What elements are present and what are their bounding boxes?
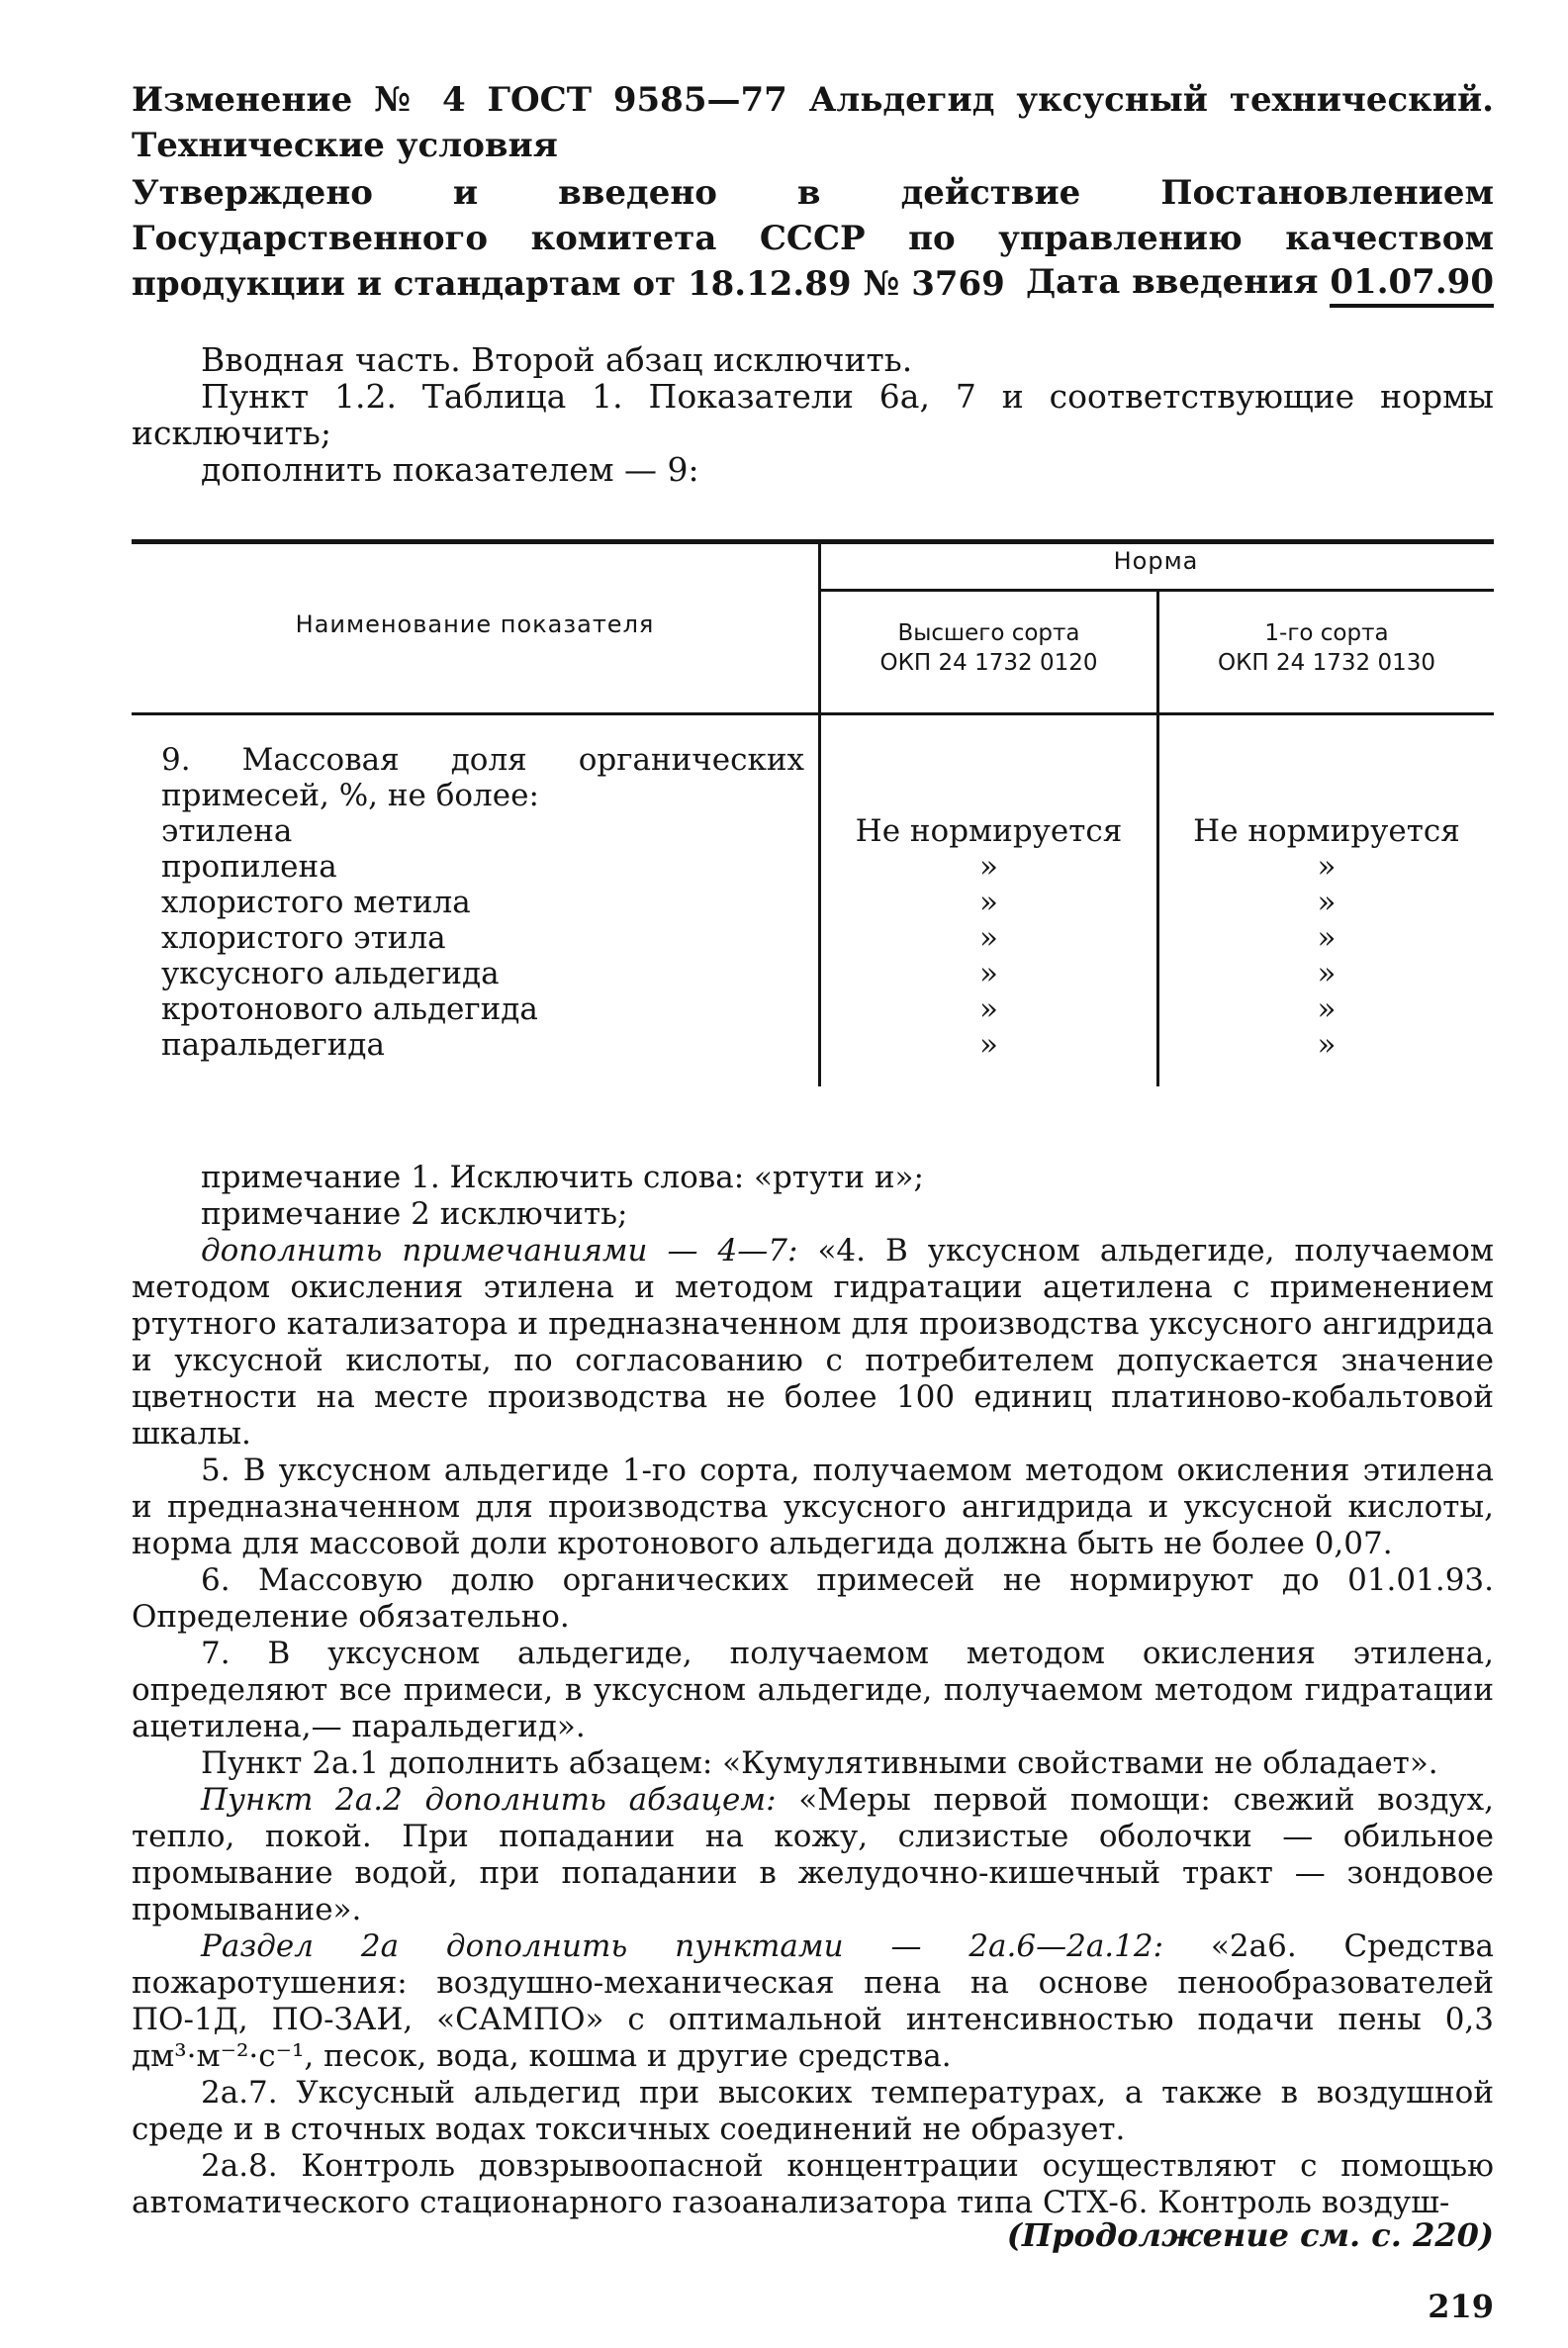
approval-statement: Утверждено и введено в действие Постановлением Государственного комитета СССР по управлению качеством продукции и стандартам от 18.12.89 № 3769 [132, 173, 1494, 304]
cell-first: » [1317, 991, 1337, 1027]
cell-high: » [979, 920, 998, 956]
cell-first: » [1317, 920, 1337, 956]
col-name-header: Наименование показателя [295, 610, 655, 638]
amendment-title: Изменение № 4 ГОСТ 9585—77 Альдегид уксусный технический. Технические условия [132, 80, 1494, 165]
cell-high: » [979, 849, 998, 885]
norms-table [132, 539, 1494, 1086]
intro-line-2: Пункт 1.2. Таблица 1. Показатели 6а, 7 и соответствующие нормы исключить; [132, 377, 1494, 452]
cell-high: » [979, 956, 998, 991]
cell-first: » [1317, 885, 1337, 920]
effective-date [1026, 259, 1494, 305]
intro-line-3: дополнить показателем — 9: [201, 450, 699, 489]
col-high-header: Высшего сорта ОКП 24 1732 0120 [879, 620, 1098, 676]
intro-line-1: Вводная часть. Второй абзац исключить. [201, 340, 913, 379]
note-paragraph: примечание 2 исключить; [201, 1196, 628, 1232]
cell-high: » [979, 991, 998, 1027]
date-value: 01.07.90 [1330, 262, 1494, 308]
note-paragraph: 2а.8. Контроль довзрывоопасной концентрации осуществляют с помощью автоматического стационарного газоанализатора типа СТХ-6. Контроль воздуш- [132, 2148, 1494, 2220]
cell-first: Не нормируется [1193, 813, 1460, 849]
norm-header: Норма [1113, 547, 1199, 575]
note-lead: Раздел 2а дополнить пунктами — 2а.6—2а.12: [201, 1928, 1164, 1964]
notes-section [132, 1160, 1494, 2221]
note-paragraph: 7. В уксусном альдегиде, получаемом методом окисления этилена, определяют все примеси, в уксусном альдегиде, получаемом методом гидратации ацетилена,— паральдегид». [132, 1636, 1494, 1744]
page-number: 219 [1428, 2288, 1494, 2325]
note-paragraph: дополнить примечаниями — 4—7: «4. В уксусном альдегиде, получаемом методом окисления этилена и методом гидратации ацетилена с применением ртутного катализатора и предназначенном для производства уксусного ангидрида и уксусной кислоты, по согласованию с потребителем допускается значение цветности на месте производства не более 100 единиц платиново-кобальтовой шкалы. [132, 1233, 1494, 1452]
row-title: 9. Массовая доля органических примесей, %, не более: [161, 742, 804, 813]
note-paragraph: Пункт 2а.1 дополнить абзацем: «Кумулятивными свойствами не обладает». [201, 1745, 1438, 1781]
cell-high: Не нормируется [855, 813, 1123, 849]
header-bottom-rule [132, 712, 1494, 715]
table-row: хлористого метила [161, 885, 471, 920]
note-paragraph: Пункт 2а.2 дополнить абзацем: «Меры первой помощи: свежий воздух, тепло, покой. При попадании на кожу, слизистые оболочки — обильное промывание водой, при попадании в желудочно-кишечный тракт — зондовое промывание». [132, 1782, 1494, 1927]
cell-high: » [979, 885, 998, 920]
table-row: этилена [161, 813, 293, 849]
note-paragraph: примечание 1. Исключить слова: «ртути и»; [201, 1160, 924, 1195]
table-row: кротонового альдегида [161, 991, 538, 1027]
table-row: уксусного альдегида [161, 956, 500, 991]
continuation-note: (Продолжение см. с. 220) [1006, 2216, 1494, 2254]
note-lead: дополнить примечаниями — 4—7: [201, 1233, 798, 1268]
date-label: Дата введения [1025, 262, 1319, 302]
col-first-header: 1-го сорта ОКП 24 1732 0130 [1218, 620, 1435, 676]
cell-high: » [979, 1027, 998, 1063]
note-paragraph: 6. Массовую долю органических примесей не нормируют до 01.01.93. Определение обязательно. [132, 1562, 1494, 1635]
note-lead: Пункт 2а.2 дополнить абзацем: [201, 1782, 777, 1818]
cell-first: » [1317, 1027, 1337, 1063]
table-top-rule [132, 539, 1494, 544]
intro-section [132, 341, 1494, 488]
table-row: пропилена [161, 849, 337, 885]
table-row: хлористого этила [161, 920, 446, 956]
cell-first: » [1317, 849, 1337, 885]
note-paragraph: 2а.7. Уксусный альдегид при высоких температурах, а также в воздушной среде и в сточных водах токсичных соединений не образует. [132, 2075, 1494, 2147]
note-paragraph: 5. В уксусном альдегиде 1-го сорта, получаемом методом окисления этилена и предназначенном для производства уксусного ангидрида и уксусной кислоты, норма для массовой доли кротонового альдегида должна быть не более 0,07. [132, 1453, 1494, 1561]
note-paragraph: Раздел 2а дополнить пунктами — 2а.6—2а.12: «2а6. Средства пожаротушения: воздушно-механическая пена на основе пенообразователей ПО-1Д, ПО-ЗАИ, «САМПО» с оптимальной интенсивностью подачи пены 0,3 дм³·м⁻²·с⁻¹, песок, вода, кошма и другие средства. [132, 1928, 1495, 2074]
cell-first: » [1317, 956, 1337, 991]
table-row: паральдегида [161, 1027, 385, 1063]
